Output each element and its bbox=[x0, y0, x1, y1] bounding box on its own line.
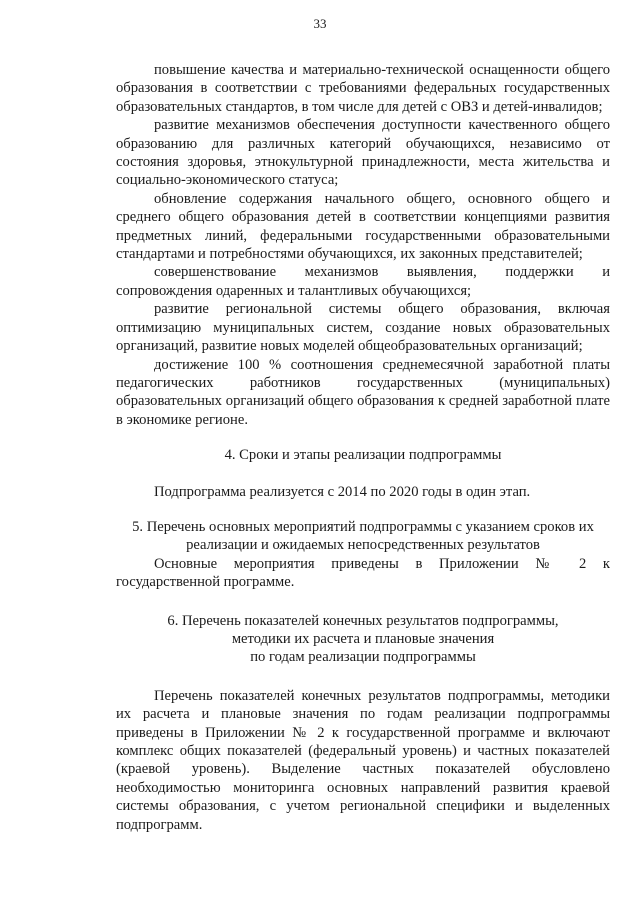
section-5-heading-line-2: реализации и ожидаемых непосредственных результатов bbox=[186, 537, 540, 554]
page-content bbox=[116, 61, 610, 834]
section-4-text: Подпрограмма реализуется с 2014 по 2020 годы в один этап. bbox=[154, 483, 531, 500]
list-paragraph: развитие механизмов обеспечения доступности качественного общего образованию для различных категорий обучающихся, независимо от состояния здоровья, этнокультурной принадлежности, места жительства и социально-экономического статуса; bbox=[116, 117, 610, 189]
section-6-heading-line-1: 6. Перечень показателей конечных результатов подпрограммы, bbox=[167, 612, 559, 629]
section-6-text: Перечень показателей конечных результатов подпрограммы, методики их расчета и плановые значения по годам реализации подпрограммы приведены в Приложении № 2 к государственной программе и включают комплекс общих показателей (федеральный уровень) и частных показателей (краевой уровень). Выделение частных показателей обусловлено необходимостью мониторинга основных направлений развития краевой системы образования, с учетом региональной специфики и выделенных подпрограмм. bbox=[116, 687, 610, 833]
page-number: 33 bbox=[313, 16, 327, 31]
section-4-heading: 4. Сроки и этапы реализации подпрограммы bbox=[224, 447, 502, 464]
list-paragraph: повышение качества и материально-технической оснащенности общего образования в соответствии с требованиями федеральных государственных образовательных стандартов, в том числе для детей с ОВЗ и детей-инвалидов; bbox=[116, 62, 610, 115]
section-6-heading-line-2: методики их расчета и плановые значения bbox=[231, 630, 495, 647]
section-5-text: Основные мероприятия приведены в Приложении № 2 к государственной программе. bbox=[116, 555, 610, 591]
section-5-heading-line-1: 5. Перечень основных мероприятий подпрограммы с указанием сроков их bbox=[132, 518, 594, 535]
list-paragraph: развитие региональной системы общего образования, включая оптимизацию муниципальных систем, создание новых образовательных организаций, развитие новых моделей общеобразовательных организаций; bbox=[116, 301, 610, 355]
list-paragraph: достижение 100 % соотношения среднемесячной заработной платы педагогических работников государственных (муниципальных) образовательных организаций общего образования к средней заработной плате в экономике регионе. bbox=[116, 356, 610, 428]
list-paragraph: совершенствование механизмов выявления, поддержки и сопровождения одаренных и талантливых обучающихся; bbox=[116, 264, 610, 299]
list-paragraph: обновление содержания начального общего, основного общего и среднего общего образования детей в соответствии концепциями развития предметных линий, федеральными государственными образовательными стандартами и потребностями обучающихся, их законных представителей; bbox=[116, 190, 610, 263]
section-6-heading-line-3: по годам реализации подпрограммы bbox=[250, 649, 476, 666]
